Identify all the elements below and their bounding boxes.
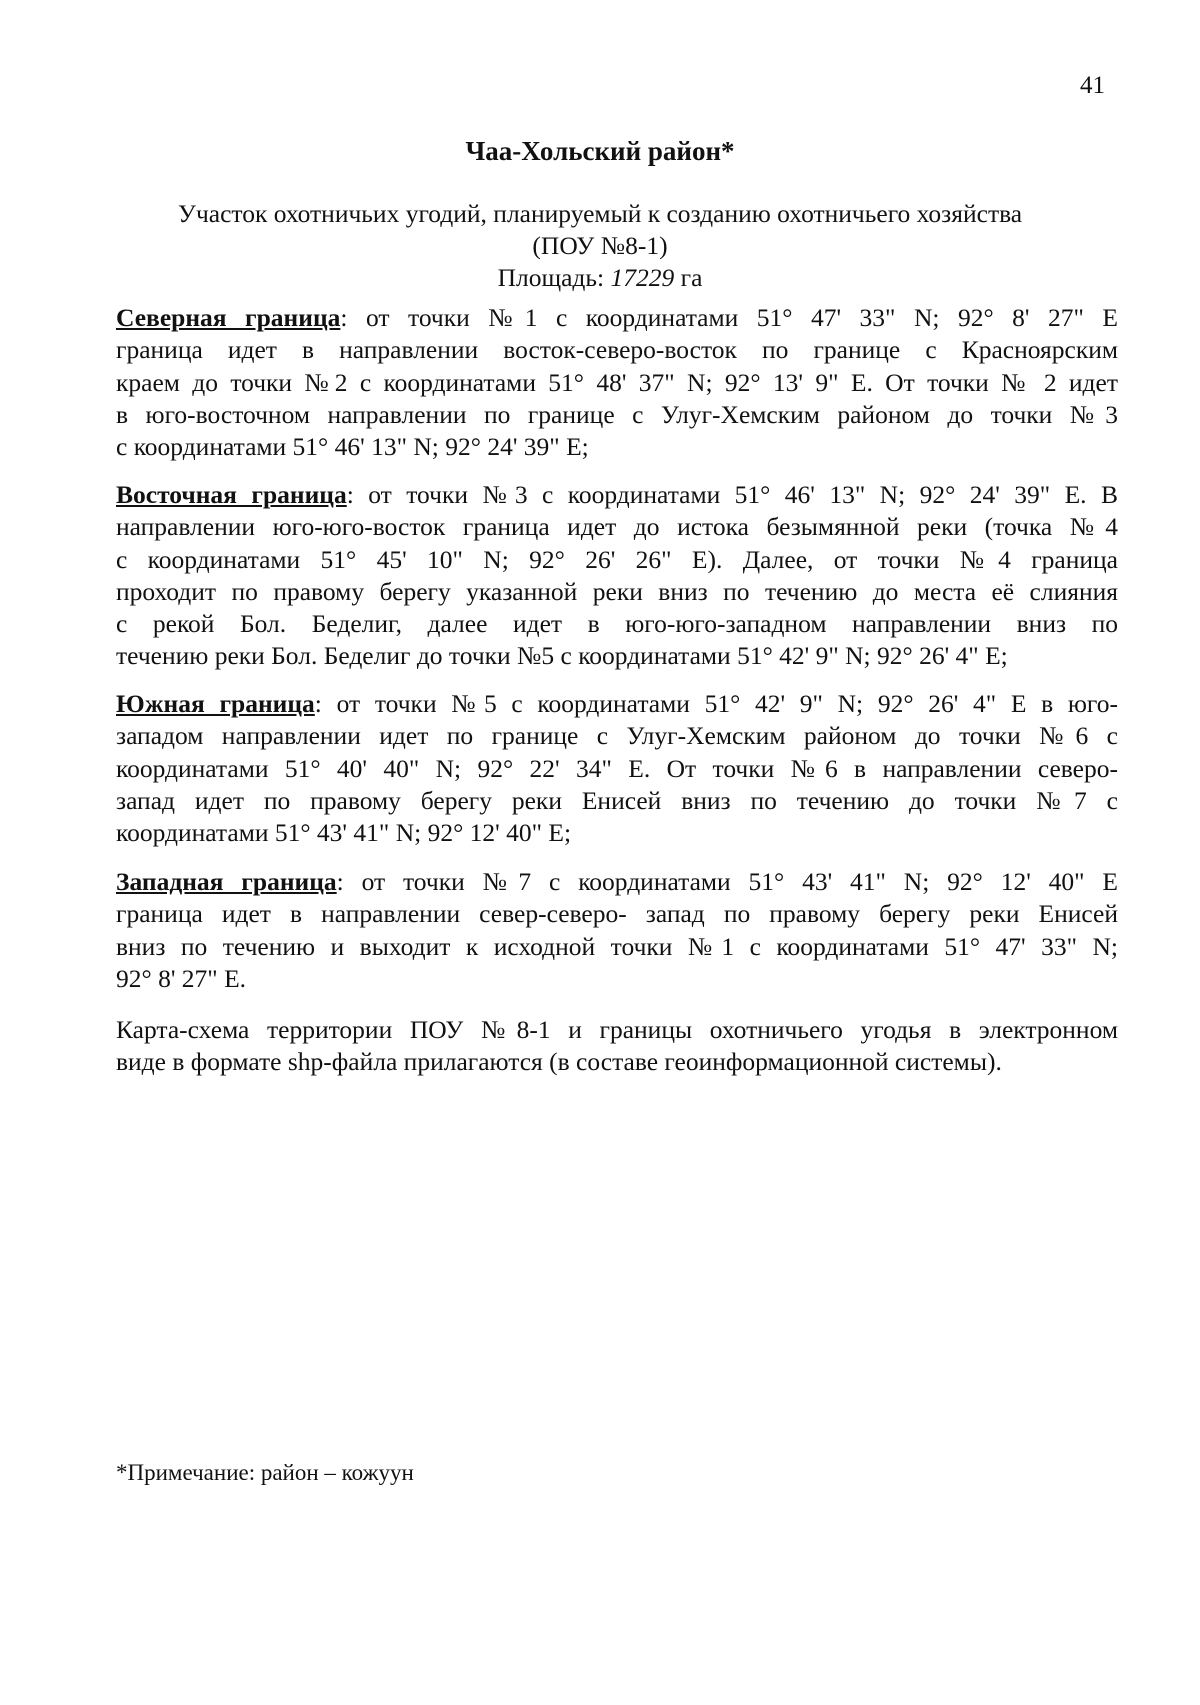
subtitle-line-1: Участок охотничьих угодий, планируемый к созданию охотничьего хозяйства: [177, 199, 1023, 228]
north-boundary-heading: Северная граница: [116, 303, 341, 332]
west-boundary-line-4: 92° 8' 27" E.: [116, 963, 247, 993]
south-boundary-heading: Южная граница: [116, 689, 315, 718]
east-boundary-line-1: : от точки №3 с координатами 51° 46' 13" N; 92° 24' 39" E. В: [346, 480, 1118, 509]
east-boundary-heading: Восточная граница: [116, 480, 347, 509]
south-boundary-line-1: : от точки №5 с координатами 51° 42' 9" N; 92° 26' 4" E в юго-: [314, 689, 1118, 718]
map-note-line-1: Карта-схема территории ПОУ №8-1 и границы охотничьего угодья в электронном: [116, 1015, 1118, 1044]
document-title: Чаа-Хольский район*: [465, 136, 735, 166]
south-boundary-section: [116, 688, 1118, 849]
south-boundary-line-4: запад идет по правому берегу реки Енисей вниз по течению до точки №7 с: [116, 785, 1118, 815]
subtitle-line-2: (ПОУ №8-1): [532, 231, 668, 260]
south-boundary-line-3: координатами 51° 40' 40" N; 92° 22' 34" E. От точки №6 в направлении северо-: [116, 753, 1118, 783]
area-label: Площадь:: [497, 263, 611, 292]
north-boundary-line-5: с координатами 51° 46' 13" N; 92° 24' 39" E;: [116, 432, 589, 462]
north-boundary-line-3: краем до точки №2 с координатами 51° 48' 37" N; 92° 13' 9" E. От точки № 2 идет: [116, 367, 1118, 397]
east-boundary-line-6: течению реки Бол. Беделиг до точки №5 с координатами 51° 42' 9" N; 92° 26' 4" E;: [116, 641, 1008, 671]
area-value: 17229: [610, 263, 675, 292]
footnote: *Примечание: район – кожуун: [116, 1460, 414, 1485]
west-boundary-section: [116, 866, 1118, 995]
area-line: [0, 262, 1200, 294]
north-boundary-line-1: : от точки №1 с координатами 51° 47' 33" N; 92° 8' 27" E: [340, 303, 1118, 332]
map-note-section: [116, 1014, 1118, 1079]
area-unit: га: [674, 263, 703, 292]
north-boundary-section: [116, 302, 1118, 463]
map-note-line-2: виде в формате shp-файла прилагаются (в составе геоинформационной системы).: [116, 1047, 1002, 1077]
west-boundary-line-3: вниз по течению и выходит к исходной точки №1 с координатами 51° 47' 33" N;: [116, 931, 1118, 961]
east-boundary-line-5: с рекой Бол. Беделиг, далее идет в юго-юго-западном направлении вниз по: [116, 609, 1118, 639]
north-boundary-line-4: в юго-восточном направлении по границе с Улуг-Хемским районом до точки №3: [116, 399, 1118, 429]
west-boundary-line-2: граница идет в направлении север-северо- запад по правому берегу реки Енисей: [116, 899, 1118, 929]
south-boundary-line-2: западом направлении идет по границе с Улуг-Хемским районом до точки №6 с: [116, 721, 1118, 751]
east-boundary-section: [116, 479, 1118, 673]
east-boundary-line-3: с координатами 51° 45' 10" N; 92° 26' 26" E). Далее, от точки №4 граница: [116, 544, 1118, 574]
west-boundary-line-1: : от точки №7 с координатами 51° 43' 41" N; 92° 12' 40" E: [336, 867, 1118, 896]
north-boundary-line-2: граница идет в направлении восток-северо-восток по границе с Красноярским: [116, 335, 1118, 365]
east-boundary-line-4: проходит по правому берегу указанной реки вниз по течению до места её слияния: [116, 576, 1118, 606]
page-number: 41: [1080, 72, 1105, 99]
south-boundary-line-5: координатами 51° 43' 41" N; 92° 12' 40" E;: [116, 818, 572, 848]
west-boundary-heading: Западная граница: [116, 867, 337, 896]
document-subtitle: [0, 198, 1200, 294]
east-boundary-line-2: направлении юго-юго-восток граница идет до истока безымянной реки (точка №4: [116, 512, 1118, 542]
